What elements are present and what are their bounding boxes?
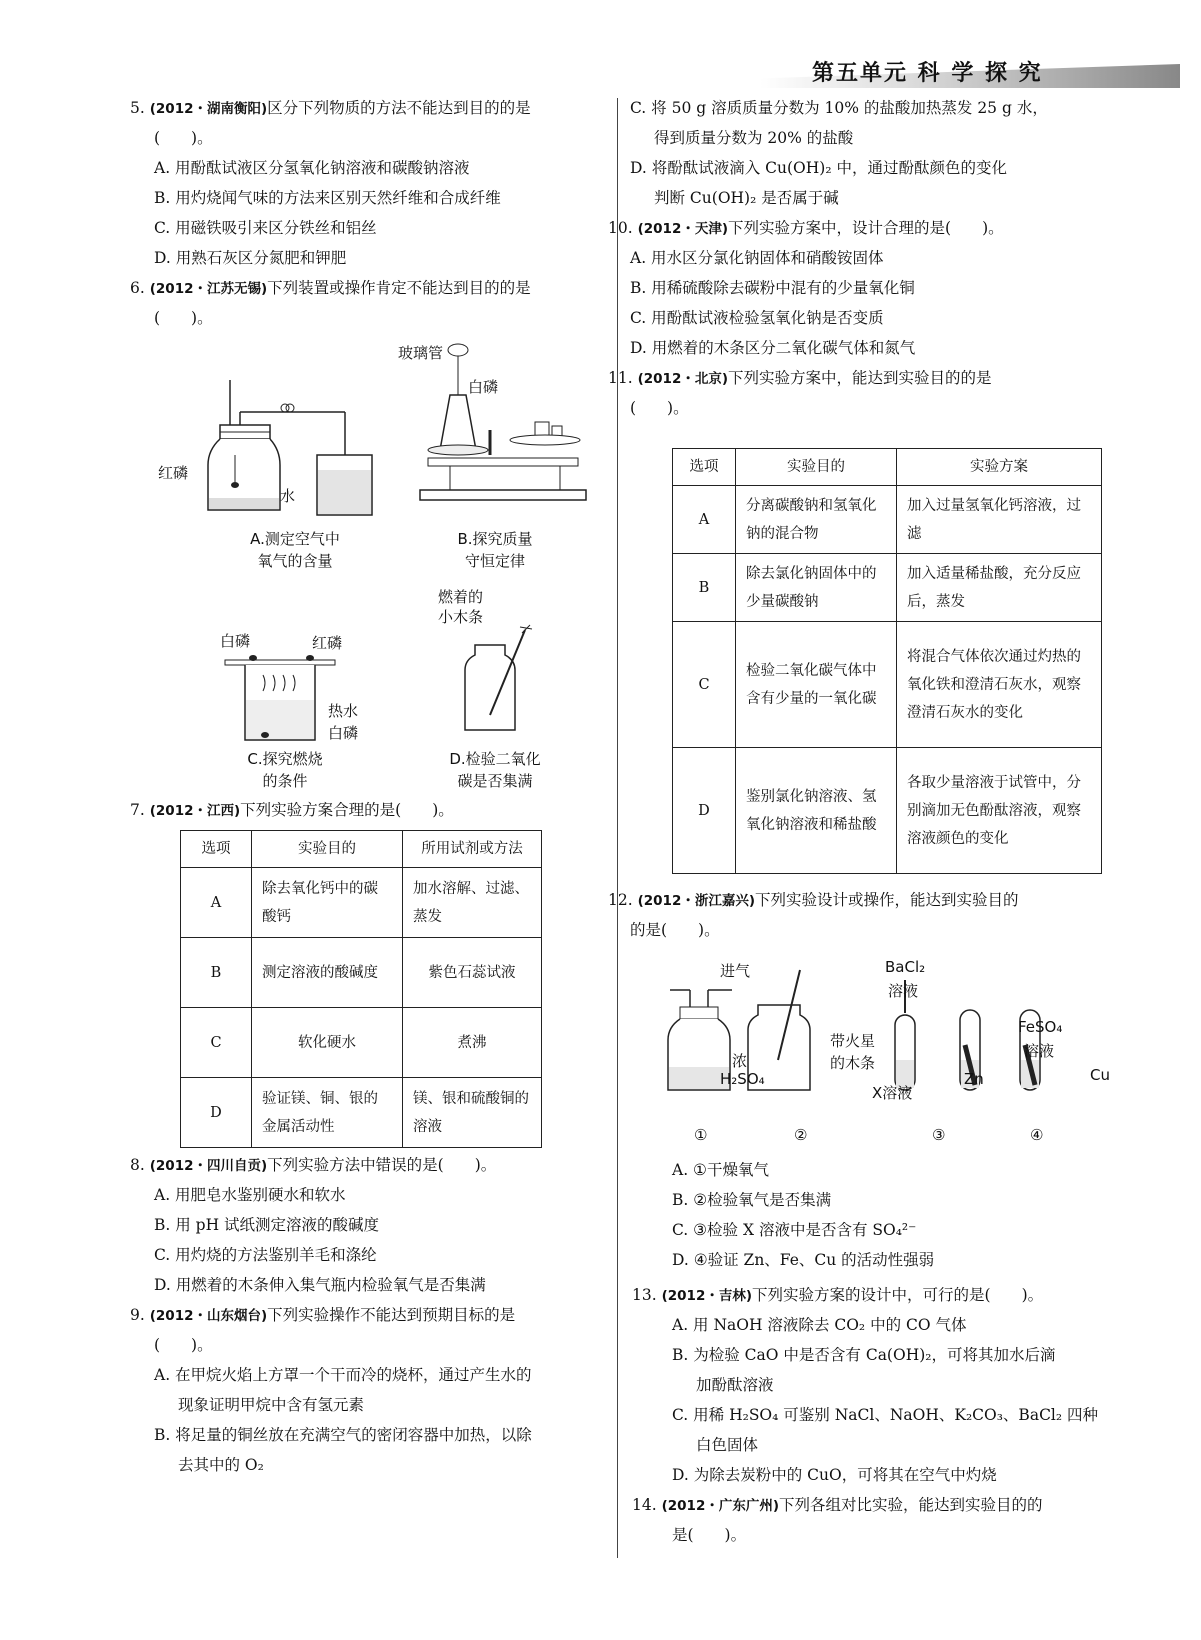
q6c-label-whitep: 白磷 (220, 632, 251, 650)
q10-option-c: C. 用酚酞试液检验氢氧化钠是否变质 (630, 309, 884, 327)
q6-source: (2012・江苏无锡) (149, 281, 268, 297)
q7-cell: C (181, 1008, 252, 1078)
q6c-label-whitep2: 白磷 (328, 724, 359, 742)
q6b-label-whitep: 白磷 (468, 378, 499, 396)
q12-label-bacl2: 溶液 (888, 982, 919, 1000)
column-divider (617, 98, 618, 1558)
q12-stem: 下列实验设计或操作，能达到实验目的 (755, 891, 1019, 909)
q11-stem: 下列实验方案中，能达到实验目的的是 (728, 369, 992, 387)
q9-option-a-line1: A. 在甲烷火焰上方罩一个干而冷的烧杯，通过产生水的 (154, 1366, 532, 1384)
q12-option-d: D. ④验证 Zn、Fe、Cu 的活动性强弱 (672, 1251, 935, 1269)
q9-stem-line (130, 1305, 515, 1326)
q11-cell: 将混合气体依次通过灼热的氧化铁和澄清石灰水，观察澄清石灰水的变化 (897, 622, 1102, 748)
q7-cell: 验证镁、铜、银的金属活动性 (252, 1078, 403, 1148)
q11-cell: D (673, 748, 736, 874)
q5-stem-line (130, 98, 531, 119)
q11-header: 实验方案 (897, 449, 1102, 486)
q7-cell: 除去氧化钙中的碳酸钙 (252, 868, 403, 938)
q7-source: (2012・江西) (149, 803, 241, 819)
q8-option-a: A. 用肥皂水鉴别硬水和软水 (154, 1186, 346, 1204)
q9-option-d-line1: D. 将酚酞试液滴入 Cu(OH)₂ 中，通过酚酞颜色的变化 (630, 159, 1007, 177)
q12-label-xsol: X溶液 (872, 1084, 913, 1102)
q11-header: 选项 (673, 449, 736, 486)
q7-stem-line (130, 800, 454, 821)
q13-option-c-line1: C. 用稀 H₂SO₄ 可鉴别 NaCl、NaOH、K₂CO₃、BaCl₂ 四种 (672, 1406, 1099, 1424)
q6a-label-redp: 红磷 (158, 464, 189, 482)
q8-stem-line (130, 1155, 496, 1176)
q10-stem-line (608, 218, 1004, 239)
q8-option-b: B. 用 pH 试纸测定溶液的酸碱度 (154, 1216, 380, 1234)
q14-number: 14. (632, 1496, 657, 1514)
q5-source: (2012・湖南衡阳) (149, 101, 268, 117)
q11-stem-line (608, 368, 992, 389)
q6d-caption-line1: D.检验二氧化 (449, 750, 541, 768)
q12-figure-number-4: ④ (1030, 1126, 1044, 1144)
q10-option-a: A. 用水区分氯化钠固体和硝酸铵固体 (630, 249, 884, 267)
q7-cell: B (181, 938, 252, 1008)
table-row (181, 1008, 542, 1078)
q6d-label-burn2: 小木条 (438, 608, 484, 626)
q5-option-c: C. 用磁铁吸引来区分铁丝和铝丝 (154, 219, 377, 237)
unit-title: 第五单元 科 学 探 究 (812, 61, 1043, 86)
q12-label-cu: Cu (1090, 1066, 1110, 1084)
q12-number: 12. (608, 891, 633, 909)
q13-number: 13. (632, 1286, 657, 1304)
q14-stem2: 是( )。 (672, 1526, 747, 1544)
q6a-caption-line1: A.测定空气中 (250, 530, 340, 548)
q7-header: 选项 (181, 831, 252, 868)
q6d-label-burn1: 燃着的 (438, 588, 484, 606)
q10-option-b: B. 用稀硫酸除去碳粉中混有的少量氧化铜 (630, 279, 915, 297)
q11-header-row (673, 449, 1102, 486)
q6c-label-hotwater: 热水 (328, 702, 359, 720)
q6-blank: ( )。 (154, 309, 213, 327)
q12-label-feso1: FeSO₄ (1018, 1018, 1063, 1036)
q6b-caption-line1: B.探究质量 (457, 530, 533, 548)
q5-option-a: A. 用酚酞试液区分氢氧化钠溶液和碳酸钠溶液 (154, 159, 470, 177)
q9-number: 9. (130, 1306, 145, 1324)
q6b-caption-line2: 守恒定律 (464, 552, 525, 570)
q6c-caption (225, 748, 345, 792)
q12-label-stick2: 的木条 (830, 1054, 876, 1072)
q6-figure-b (410, 340, 580, 520)
q11-cell: 鉴别氯化钠溶液、氢氧化钠溶液和稀盐酸 (736, 748, 897, 874)
q11-cell: 加入过量氢氧化钙溶液，过滤 (897, 486, 1102, 554)
page-header (760, 50, 1180, 100)
q6b-label-glass: 玻璃管 (398, 344, 444, 362)
q6-figure-c (225, 650, 335, 750)
q8-stem: 下列实验方法中错误的是( )。 (267, 1156, 497, 1174)
q9-source: (2012・山东烟台) (149, 1308, 268, 1324)
q12-option-b: B. ②检验氧气是否集满 (672, 1191, 832, 1209)
q12-label-feso2: 溶液 (1024, 1042, 1055, 1060)
q7-cell: 紫色石蕊试液 (403, 938, 542, 1008)
q13-option-b-line1: B. 为检验 CaO 中是否含有 Ca(OH)₂，可将其加水后滴 (672, 1346, 1056, 1364)
q7-header: 实验目的 (252, 831, 403, 868)
q12-figure-number-1: ① (694, 1126, 708, 1144)
q11-cell: C (673, 622, 736, 748)
q11-cell: A (673, 486, 736, 554)
q6-figure-d (460, 615, 560, 735)
q9-option-d-line2: 判断 Cu(OH)₂ 是否属于碱 (654, 189, 839, 207)
q13-option-c-line2: 白色固体 (696, 1436, 759, 1454)
q5-number: 5. (130, 99, 145, 117)
q11-cell: 检验二氧化碳气体中含有少量的一氧化碳 (736, 622, 897, 748)
q5-option-b: B. 用灼烧闻气味的方法来区别天然纤维和合成纤维 (154, 189, 501, 207)
q12-option-c: C. ③检验 X 溶液中是否含有 SO₄²⁻ (672, 1221, 917, 1239)
q11-header: 实验目的 (736, 449, 897, 486)
q7-header: 所用试剂或方法 (403, 831, 542, 868)
q6-figure-a (190, 370, 410, 540)
table-row (181, 868, 542, 938)
table-row (673, 486, 1102, 554)
q14-stem-line (632, 1495, 1043, 1516)
q13-stem: 下列实验方案的设计中，可行的是( )。 (752, 1286, 1044, 1304)
q8-option-c: C. 用灼烧的方法鉴别羊毛和涤纶 (154, 1246, 377, 1264)
q6b-caption (425, 528, 565, 572)
q9-option-a-line2: 现象证明甲烷中含有氢元素 (178, 1396, 365, 1414)
q12-label-zn: Zn (964, 1070, 984, 1088)
q5-stem: 区分下列物质的方法不能达到目的的是 (267, 99, 531, 117)
q7-cell: 软化硬水 (252, 1008, 403, 1078)
q7-cell: 测定溶液的酸碱度 (252, 938, 403, 1008)
table-row (673, 748, 1102, 874)
q12-source: (2012・浙江嘉兴) (637, 893, 756, 909)
q9-option-c-line1: C. 将 50 g 溶质质量分数为 10% 的盐酸加热蒸发 25 g 水， (630, 99, 1048, 117)
q11-cell: 各取少量溶液于试管中，分别滴加无色酚酞溶液，观察溶液颜色的变化 (897, 748, 1102, 874)
q7-cell: D (181, 1078, 252, 1148)
q11-cell: 除去氯化钠固体中的少量碳酸钠 (736, 554, 897, 622)
q11-cell: B (673, 554, 736, 622)
q6a-caption-line2: 氧气的含量 (257, 552, 333, 570)
q9-stem: 下列实验操作不能达到预期目标的是 (267, 1306, 516, 1324)
q13-option-b-line2: 加酚酞溶液 (696, 1376, 774, 1394)
q6-stem: 下列装置或操作肯定不能达到目的的是 (267, 279, 531, 297)
q5-blank: ( )。 (154, 129, 213, 147)
q6c-label-redp: 红磷 (312, 634, 343, 652)
q9-option-b-line1: B. 将足量的铜丝放在充满空气的密闭容器中加热，以除 (154, 1426, 532, 1444)
q7-cell: 煮沸 (403, 1008, 542, 1078)
q6c-caption-line2: 的条件 (262, 772, 308, 790)
q8-source: (2012・四川自贡) (149, 1158, 268, 1174)
q14-stem: 下列各组对比实验，能达到实验目的的 (779, 1496, 1043, 1514)
q13-option-d: D. 为除去炭粉中的 CuO，可将其在空气中灼烧 (672, 1466, 997, 1484)
q12-figure-number-3: ③ (932, 1126, 946, 1144)
q7-cell: 镁、银和硫酸铜的溶液 (403, 1078, 542, 1148)
q10-number: 10. (608, 219, 633, 237)
q13-source: (2012・吉林) (661, 1288, 753, 1304)
q14-source: (2012・广东广州) (661, 1498, 780, 1514)
q12-label-bacl1: BaCl₂ (885, 958, 926, 976)
q12-label-acid1: 浓 (732, 1052, 748, 1070)
q11-number: 11. (608, 369, 633, 387)
q9-option-c-line2: 得到质量分数为 20% 的盐酸 (654, 129, 854, 147)
table-row (673, 554, 1102, 622)
q12-stem2: 的是( )。 (630, 921, 720, 939)
q7-table (180, 830, 542, 1148)
q6d-caption-line2: 碳是否集满 (457, 772, 533, 790)
q6-stem-line (130, 278, 531, 299)
q7-cell: 加水溶解、过滤、蒸发 (403, 868, 542, 938)
table-row (181, 938, 542, 1008)
q6a-label-water: 水 (280, 487, 296, 505)
q12-label-stick1: 带火星 (830, 1032, 876, 1050)
q12-label-acid2: H₂SO₄ (720, 1070, 765, 1088)
table-row (181, 1078, 542, 1148)
q12-label-inlet: 进气 (720, 962, 751, 980)
q11-source: (2012・北京) (637, 371, 729, 387)
q7-header-row (181, 831, 542, 868)
q7-cell: A (181, 868, 252, 938)
q13-stem-line (632, 1285, 1043, 1306)
q6-number: 6. (130, 279, 145, 297)
q6d-caption (430, 748, 560, 792)
q6c-caption-line1: C.探究燃烧 (247, 750, 323, 768)
q10-source: (2012・天津) (637, 221, 729, 237)
q12-option-a: A. ①干燥氧气 (672, 1161, 769, 1179)
q8-option-d: D. 用燃着的木条伸入集气瓶内检验氧气是否集满 (154, 1276, 486, 1294)
q9-blank: ( )。 (154, 1336, 213, 1354)
q7-stem: 下列实验方案合理的是( )。 (240, 801, 454, 819)
q13-option-a: A. 用 NaOH 溶液除去 CO₂ 中的 CO 气体 (672, 1316, 967, 1334)
q11-blank: ( )。 (630, 399, 689, 417)
q10-option-d: D. 用燃着的木条区分二氧化碳气体和氮气 (630, 339, 916, 357)
q11-table (672, 448, 1102, 874)
q5-option-d: D. 用熟石灰区分氮肥和钾肥 (154, 249, 347, 267)
q9-option-b-line2: 去其中的 O₂ (178, 1456, 264, 1474)
q11-cell: 分离碳酸钠和氢氧化钠的混合物 (736, 486, 897, 554)
q7-number: 7. (130, 801, 145, 819)
q11-cell: 加入适量稀盐酸，充分反应后，蒸发 (897, 554, 1102, 622)
table-row (673, 622, 1102, 748)
q6a-caption (225, 528, 365, 572)
q8-number: 8. (130, 1156, 145, 1174)
q10-stem: 下列实验方案中，设计合理的是( )。 (728, 219, 1004, 237)
q12-figure-number-2: ② (794, 1126, 808, 1144)
q12-stem-line (608, 890, 1019, 911)
